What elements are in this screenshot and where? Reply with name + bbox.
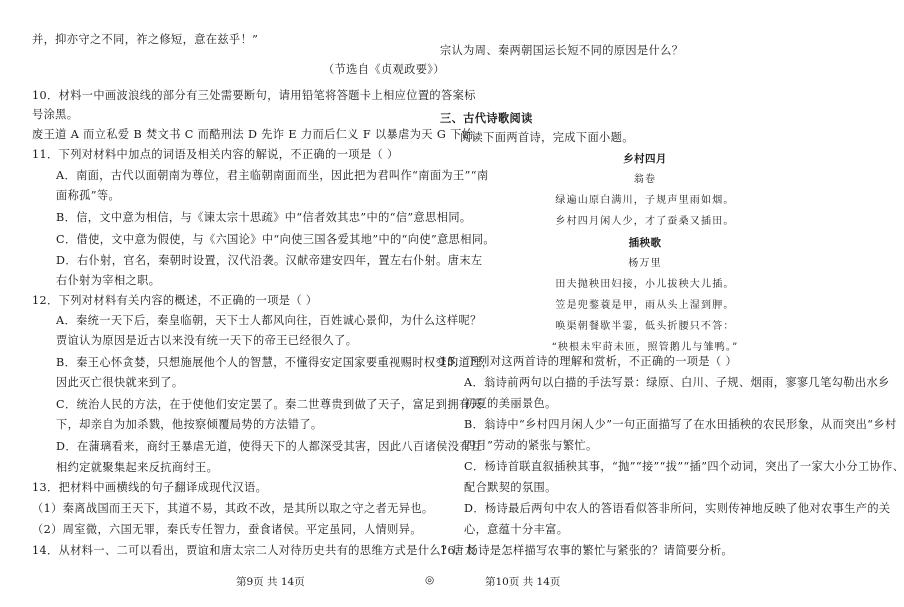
poem-author-2: 杨万里	[628, 258, 662, 269]
page-number-left: 第9页 共 14页	[236, 576, 305, 588]
option-b: B．秦王心怀贪婪，只想施展他个人的智慧，不懂得安定国家要重视赐时权变的道理，	[56, 356, 494, 369]
text-line: 面称孤”等。	[56, 189, 121, 202]
text-line: 宗认为周、秦两朝国运长短不同的原因是什么？	[440, 44, 684, 57]
text-line: 相约定就聚集起来反抗商纣王。	[56, 461, 219, 474]
question-13: 13．把材料中画横线的句子翻译成现代汉语。	[32, 481, 268, 494]
text-line: 因此灭亡很快就来到了。	[56, 376, 184, 389]
text-line: 并，抑亦守之不同，祚之修短，意在兹乎！”	[32, 33, 259, 46]
poem-line: “秧根未牢莳未匝，照管鹅儿与雏鸭。”	[551, 342, 739, 353]
text-line: 贾谊认为原因是近古以来没有统一天下的帝王已经很久了。	[56, 334, 358, 347]
poem-line: 笠是兜鍪蓑是甲，雨从头上湿到胛。	[555, 300, 735, 311]
text-line: 号涂黑。	[32, 108, 79, 121]
option-d: D．杨诗最后两句中农人的答语看似答非所问，实则传神地反映了他对农事生产的关	[464, 502, 891, 515]
option-a: A．南面，古代以面朝南为尊位，君主临朝南面而坐，因此把为君叫作“南面为王”“南	[56, 169, 489, 182]
option-d: D．在蒲璃看来，商纣王暴虐无道，使得天下的人都深受其害，因此八百诸侯没有互	[56, 440, 483, 453]
text-line: 初夏的美丽景色。	[464, 397, 557, 410]
question-15: 15．下列对这两首诗的理解和赏析，不正确的一项是（ ）	[440, 355, 738, 368]
option-d: D．右仆射，官名，秦朝时设置，汉代沿袭。汉献帝建安四年，置左右仆射。唐末左	[56, 254, 483, 267]
option-b: B．信，文中意为相信，与《谏太宗十思疏》中“信者效其忠”中的“信”意思相同。	[56, 211, 472, 224]
poem-line: 乡村四月闲人少，才了蚕桑又插田。	[555, 216, 735, 227]
right-page	[430, 0, 904, 607]
option-c: C．统治人民的方法，在于使他们安定罢了。秦二世尊贵到做了天子，富足到拥有天	[56, 398, 483, 411]
question-14: 14．从材料一、二可以看出，贾谊和唐太宗二人对待历史共有的思维方式是什么？唐太	[32, 544, 476, 557]
option-c: C．杨诗首联直叙插秧其事，“抛”“接”“拔”“插”四个动词，突出了一家大小分工协作、	[464, 460, 904, 473]
poem-line: 绿遍山原白满川，子规声里雨如烟。	[555, 195, 735, 206]
question-10: 10．材料一中画波浪线的部分有三处需要断句，请用铅笔将答题卡上相应位置的答案标	[32, 89, 476, 102]
question-12: 12．下列对材料有关内容的概述，不正确的一项是（ ）	[32, 294, 318, 307]
option-a: A．秦统一天下后，秦皇临朝，天下士人都风向往，百姓诚心景仰，为什么这样呢？	[56, 314, 482, 327]
translation-item-1: （1）秦离战国而王天下，其道不易，其政不改，是其所以取之守之者无异也。	[32, 502, 434, 515]
page-number-right: 第10页 共 14页	[485, 576, 561, 588]
instruction: 阅读下面两首诗，完成下面小题。	[460, 131, 634, 144]
option-b: B．翁诗中“乡村四月闲人少”一句正面描写了在水田插秧的农民形象，从而突出“乡村	[464, 418, 897, 431]
source-note: （节选自《贞观政要》）	[323, 63, 445, 76]
option-a: A．翁诗前两句以白描的手法写景：绿原、白川、子规、烟雨，寥寥几笔勾勒出水乡	[464, 376, 890, 389]
poem-line: 唤渠朝餐歇半霎，低头折腰只不答：	[555, 321, 735, 332]
poem-author-1: 翁卷	[633, 174, 657, 185]
question-11: 11．下列对材料中加点的词语及相关内容的解说，不正确的一项是（ ）	[32, 148, 399, 161]
text-line: 废王道 A 而立私爱 B 焚文书 C 而酷刑法 D 先诈 E 力而后仁义 F 以暴虐为天 G 下始。	[32, 128, 485, 141]
option-c: C．借使，文中意为假使，与《六国论》中“向使三国各爱其地”中的“向使”意思相同。	[56, 233, 496, 246]
text-line: 下，却亲自为加杀戮，他按察倾覆局势的方法错了。	[56, 418, 323, 431]
poem-line: 田夫抛秧田妇接，小儿拔秧大儿插。	[555, 279, 735, 290]
center-mark: ◎	[425, 574, 435, 586]
text-line: 四月”劳动的紧张与繁忙。	[464, 439, 598, 452]
section-heading: 三、古代诗歌阅读	[440, 111, 533, 125]
question-16: 16．杨诗是怎样描写农事的繁忙与紧张的？请简要分析。	[440, 544, 734, 557]
poem-title-2: 插秧歌	[628, 237, 662, 249]
text-line: 心，意蕴十分丰富。	[464, 523, 569, 536]
poem-title-1: 乡村四月	[623, 153, 667, 165]
translation-item-2: （2）周室微，六国无罪，秦氏专任智力，蚕食诸侯。平定虽同，人情则异。	[32, 523, 422, 536]
text-line: 右仆射为宰相之职。	[56, 274, 161, 287]
text-line: 配合默契的氛围。	[464, 481, 557, 494]
